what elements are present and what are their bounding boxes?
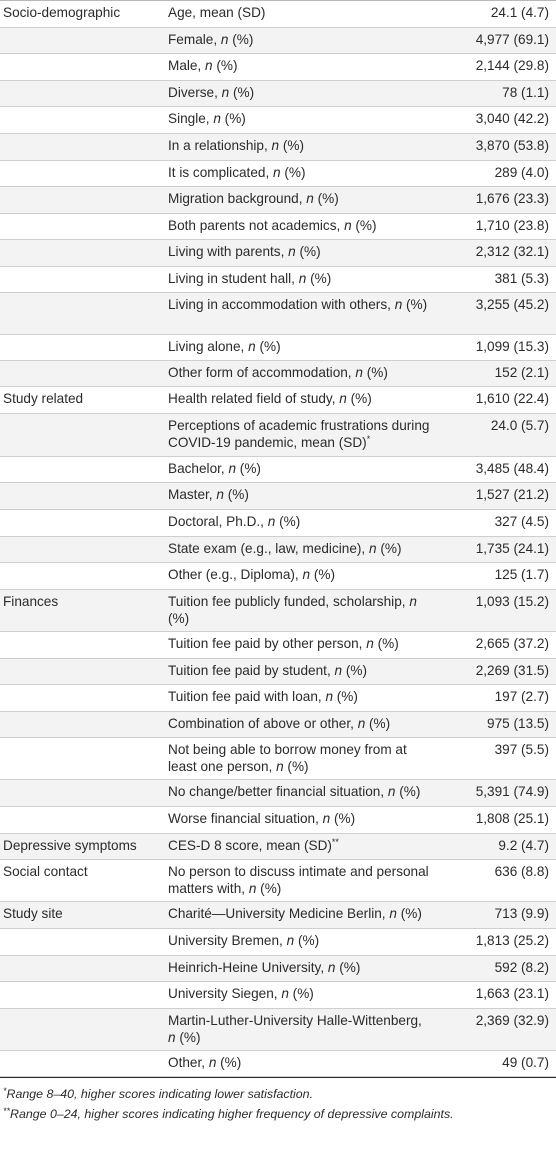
row-group: Study related bbox=[3, 391, 84, 406]
row-group bbox=[0, 187, 165, 213]
row-value: 1,610 (22.4) bbox=[475, 391, 549, 406]
row-group bbox=[0, 483, 165, 509]
row-value: 592 (8.2) bbox=[494, 960, 549, 975]
row-value: 3,040 (42.2) bbox=[475, 111, 549, 126]
table-row bbox=[0, 293, 556, 335]
table-row bbox=[0, 414, 556, 457]
table-row bbox=[0, 1009, 556, 1051]
row-label: Other form of accommodation, n (%) bbox=[168, 365, 388, 380]
row-label: Martin-Luther-University Halle-Wittenberg, n (%) bbox=[168, 1013, 422, 1045]
table-row bbox=[0, 563, 556, 590]
table-row bbox=[0, 685, 556, 712]
row-label: Female, n (%) bbox=[168, 32, 254, 47]
row-label: No person to discuss intimate and personal matters with, n (%) bbox=[168, 864, 429, 896]
table-row bbox=[0, 161, 556, 187]
table-row bbox=[0, 361, 556, 387]
table-row bbox=[0, 659, 556, 685]
row-group bbox=[0, 161, 165, 186]
row-value: 975 (13.5) bbox=[487, 716, 549, 731]
row-value: 49 (0.7) bbox=[502, 1055, 549, 1070]
table-row bbox=[0, 187, 556, 214]
row-value: 5,391 (74.9) bbox=[475, 784, 549, 799]
row-label: Other (e.g., Diploma), n (%) bbox=[168, 567, 335, 582]
row-value: 2,665 (37.2) bbox=[475, 636, 549, 651]
row-group bbox=[0, 81, 165, 106]
row-label: Age, mean (SD) bbox=[168, 5, 266, 20]
row-label: Living in accommodation with others, n (%) bbox=[168, 297, 428, 312]
footnotes bbox=[0, 1078, 556, 1124]
footnote-2: **Range 0–24, higher scores indicating higher frequency of depressive complaints. bbox=[3, 1106, 454, 1121]
row-value: 3,870 (53.8) bbox=[475, 138, 549, 153]
row-value: 1,663 (23.1) bbox=[475, 986, 549, 1001]
table-row bbox=[0, 54, 556, 81]
row-value: 2,369 (32.9) bbox=[475, 1013, 549, 1028]
row-label: Health related field of study, n (%) bbox=[168, 391, 372, 406]
row-group bbox=[0, 807, 165, 833]
row-group bbox=[0, 457, 165, 482]
table-row bbox=[0, 590, 556, 632]
row-group bbox=[0, 107, 165, 133]
table-row bbox=[0, 457, 556, 483]
row-value: 1,813 (25.2) bbox=[475, 933, 549, 948]
row-value: 24.1 (4.7) bbox=[490, 5, 549, 20]
row-value: 1,676 (23.3) bbox=[475, 191, 549, 206]
table-row bbox=[0, 982, 556, 1009]
table-row bbox=[0, 956, 556, 982]
row-label: Both parents not academics, n (%) bbox=[168, 218, 377, 233]
row-value: 1,735 (24.1) bbox=[475, 541, 549, 556]
row-group bbox=[0, 335, 165, 360]
row-group bbox=[0, 1009, 165, 1050]
table-row bbox=[0, 81, 556, 107]
table-row bbox=[0, 1, 556, 28]
table-row bbox=[0, 537, 556, 563]
row-label: It is complicated, n (%) bbox=[168, 165, 306, 180]
row-label: Tuition fee publicly funded, scholarship, n (%) bbox=[168, 594, 417, 626]
row-value: 3,255 (45.2) bbox=[475, 297, 549, 312]
row-label: Perceptions of academic frustrations during COVID-19 pandemic, mean (SD)* bbox=[168, 418, 430, 450]
row-label: Heinrich-Heine University, n (%) bbox=[168, 960, 361, 975]
row-label: Doctoral, Ph.D., n (%) bbox=[168, 514, 301, 529]
table-row bbox=[0, 902, 556, 929]
footnote-1: *Range 8–40, higher scores indicating lower satisfaction. bbox=[3, 1086, 314, 1101]
row-value: 125 (1.7) bbox=[494, 567, 549, 582]
row-label: Diverse, n (%) bbox=[168, 85, 255, 100]
row-group bbox=[0, 982, 165, 1008]
row-value: 2,144 (29.8) bbox=[475, 58, 549, 73]
table-row bbox=[0, 712, 556, 738]
row-label: CES-D 8 score, mean (SD)** bbox=[168, 837, 339, 853]
row-value: 381 (5.3) bbox=[494, 271, 549, 286]
table-row bbox=[0, 780, 556, 807]
row-group: Socio-demographic bbox=[3, 5, 121, 20]
table-row bbox=[0, 807, 556, 834]
row-value: 1,099 (15.3) bbox=[475, 339, 549, 354]
row-value: 24.0 (5.7) bbox=[490, 418, 549, 433]
row-group bbox=[0, 134, 165, 160]
row-group: Finances bbox=[3, 594, 59, 609]
row-label: University Bremen, n (%) bbox=[168, 933, 320, 948]
row-value: 327 (4.5) bbox=[494, 514, 549, 529]
row-value: 713 (9.9) bbox=[494, 906, 549, 921]
row-group bbox=[0, 659, 165, 684]
row-label: Living with parents, n (%) bbox=[168, 244, 321, 259]
row-value: 9.2 (4.7) bbox=[498, 838, 549, 853]
row-group bbox=[0, 293, 165, 334]
row-label: Other, n (%) bbox=[168, 1055, 242, 1070]
table-row bbox=[0, 28, 556, 54]
row-group bbox=[0, 956, 165, 981]
row-value: 1,093 (15.2) bbox=[475, 594, 549, 609]
row-value: 78 (1.1) bbox=[502, 85, 549, 100]
row-group bbox=[0, 632, 165, 658]
row-group: Study site bbox=[3, 906, 63, 921]
row-label: Living alone, n (%) bbox=[168, 339, 281, 354]
row-label: Male, n (%) bbox=[168, 58, 238, 73]
row-value: 289 (4.0) bbox=[494, 165, 549, 180]
row-group bbox=[0, 414, 165, 456]
table-row bbox=[0, 267, 556, 293]
table-row bbox=[0, 738, 556, 780]
row-group bbox=[0, 214, 165, 239]
row-value: 2,269 (31.5) bbox=[475, 663, 549, 678]
row-value: 2,312 (32.1) bbox=[475, 244, 549, 259]
row-label: Migration background, n (%) bbox=[168, 191, 339, 206]
row-group bbox=[0, 267, 165, 292]
row-label: Combination of above or other, n (%) bbox=[168, 716, 391, 731]
row-group bbox=[0, 361, 165, 386]
row-group bbox=[0, 54, 165, 80]
row-value: 3,485 (48.4) bbox=[475, 461, 549, 476]
row-value: 197 (2.7) bbox=[494, 689, 549, 704]
table-row bbox=[0, 335, 556, 361]
table-row bbox=[0, 632, 556, 659]
row-label: Master, n (%) bbox=[168, 487, 249, 502]
row-group: Depressive symptoms bbox=[3, 838, 137, 853]
table-row bbox=[0, 860, 556, 902]
row-value: 397 (5.5) bbox=[494, 742, 549, 757]
table-row bbox=[0, 240, 556, 267]
row-group bbox=[0, 510, 165, 536]
row-group bbox=[0, 1051, 165, 1076]
row-value: 636 (8.8) bbox=[494, 864, 549, 879]
row-label: In a relationship, n (%) bbox=[168, 138, 305, 153]
row-group bbox=[0, 28, 165, 53]
table-row bbox=[0, 834, 556, 860]
table-row bbox=[0, 107, 556, 134]
row-label: Worse financial situation, n (%) bbox=[168, 811, 356, 826]
row-group: Social contact bbox=[3, 864, 88, 879]
row-group bbox=[0, 929, 165, 955]
row-label: Living in student hall, n (%) bbox=[168, 271, 332, 286]
row-value: 4,977 (69.1) bbox=[475, 32, 549, 47]
row-label: Tuition fee paid by student, n (%) bbox=[168, 663, 367, 678]
row-value: 152 (2.1) bbox=[494, 365, 549, 380]
row-group bbox=[0, 537, 165, 562]
row-label: Tuition fee paid with loan, n (%) bbox=[168, 689, 358, 704]
row-label: Bachelor, n (%) bbox=[168, 461, 261, 476]
row-group bbox=[0, 738, 165, 779]
table-row bbox=[0, 134, 556, 161]
row-value: 1,808 (25.1) bbox=[475, 811, 549, 826]
table-body bbox=[0, 1, 556, 1077]
table-row bbox=[0, 929, 556, 956]
row-label: University Siegen, n (%) bbox=[168, 986, 314, 1001]
row-group bbox=[0, 563, 165, 589]
row-label: Charité—University Medicine Berlin, n (%) bbox=[168, 906, 422, 921]
row-label: Not being able to borrow money from at least one person, n (%) bbox=[168, 742, 407, 774]
row-group bbox=[0, 712, 165, 737]
table-row bbox=[0, 483, 556, 510]
row-value: 1,527 (21.2) bbox=[475, 487, 549, 502]
row-label: Tuition fee paid by other person, n (%) bbox=[168, 636, 399, 651]
row-group bbox=[0, 685, 165, 711]
table-row bbox=[0, 510, 556, 537]
row-group bbox=[0, 780, 165, 806]
row-label: State exam (e.g., law, medicine), n (%) bbox=[168, 541, 402, 556]
table-row bbox=[0, 387, 556, 414]
row-label: No change/better financial situation, n (%) bbox=[168, 784, 421, 799]
table-row bbox=[0, 214, 556, 240]
row-group bbox=[0, 240, 165, 266]
row-label: Single, n (%) bbox=[168, 111, 246, 126]
row-value: 1,710 (23.8) bbox=[475, 218, 549, 233]
table-row bbox=[0, 1051, 556, 1077]
